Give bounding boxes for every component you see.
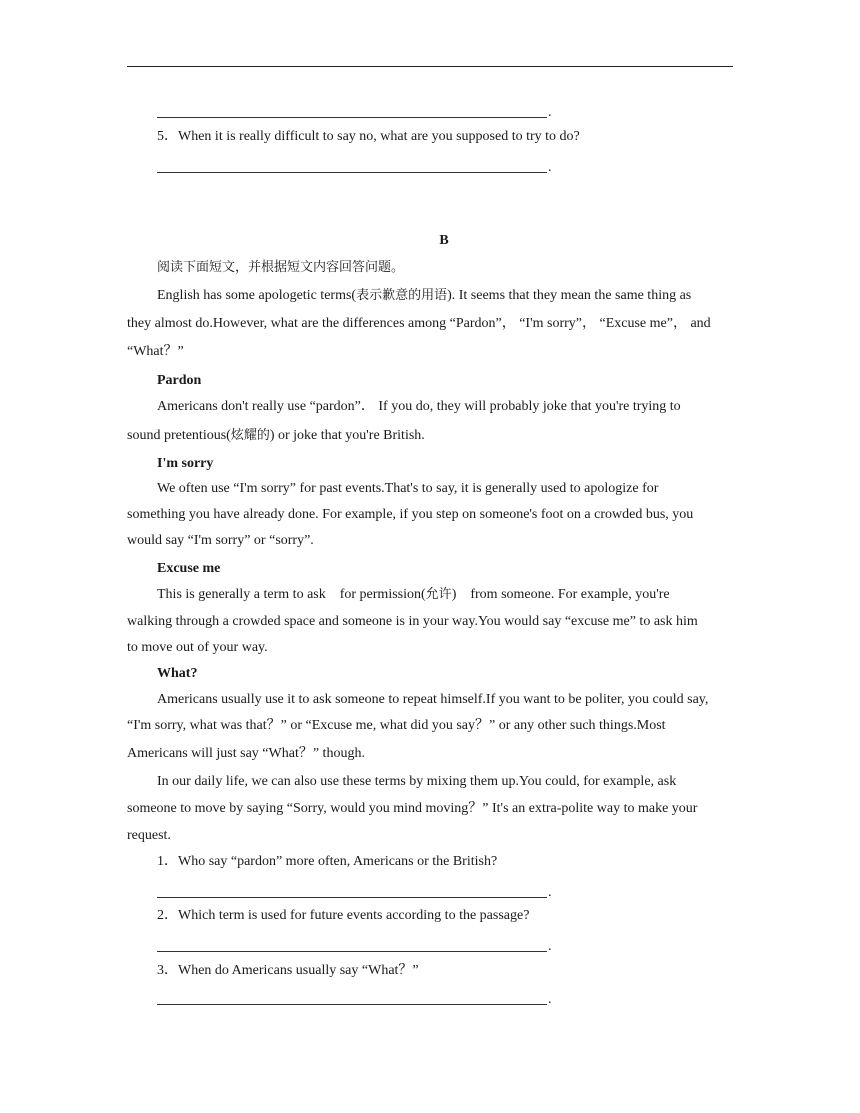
subheading-what: What? — [157, 666, 198, 681]
answer-dot: . — [548, 939, 552, 954]
question-b1: 1．Who say “pardon” more often, Americans or the British? — [157, 854, 498, 869]
section-heading: B — [439, 233, 449, 248]
answer-dot: . — [548, 160, 552, 175]
question-5: 5．When it is really difficult to say no, what are you supposed to try to do? — [157, 129, 580, 144]
mixing-line-1: In our daily life, we can also use these terms by mixing them up.You could, for example, ask — [157, 774, 677, 789]
mixing-line-3: request. — [127, 828, 171, 843]
what-line-2: “I'm sorry, what was that？” or “Excuse me, what did you say？” or any other such things.Most — [127, 718, 666, 733]
question-b3: 3．When do Americans usually say “What？” — [157, 963, 419, 978]
sorry-line-1: We often use “I'm sorry” for past events.That's to say, it is generally used to apologize for — [157, 481, 659, 496]
sorry-line-2: something you have already done. For example, if you step on someone's foot on a crowded bus, you — [127, 507, 694, 522]
subheading-excuse: Excuse me — [157, 561, 221, 576]
mixing-line-2: someone to move by saying “Sorry, would you mind moving？” It's an extra-polite way to make your — [127, 801, 698, 816]
intro-line-3: “What？” — [127, 344, 184, 359]
top-rule — [127, 66, 733, 67]
answer-blank-b1[interactable] — [157, 897, 547, 898]
excuse-line-2: walking through a crowded space and someone is in your way.You would say “excuse me” to ask him — [127, 614, 698, 629]
subheading-pardon: Pardon — [157, 373, 202, 388]
answer-dot: . — [548, 885, 552, 900]
answer-dot: . — [548, 105, 552, 120]
pardon-line-2: sound pretentious(炫耀的) or joke that you're British. — [127, 428, 425, 443]
instruction: 阅读下面短文，并根据短文内容回答问题。 — [157, 260, 405, 275]
subheading-sorry: I'm sorry — [157, 456, 214, 471]
excuse-line-3: to move out of your way. — [127, 640, 268, 655]
question-b2: 2．Which term is used for future events according to the passage? — [157, 908, 530, 923]
answer-blank-a5[interactable] — [157, 172, 547, 173]
answer-blank-b2[interactable] — [157, 951, 547, 952]
excuse-line-1: This is generally a term to ask for permission(允许) from someone. For example, you're — [157, 587, 670, 602]
answer-dot: . — [548, 992, 552, 1007]
what-line-1: Americans usually use it to ask someone to repeat himself.If you want to be politer, you could say, — [157, 692, 709, 707]
answer-blank-b3[interactable] — [157, 1004, 547, 1005]
intro-line-1: English has some apologetic terms(表示歉意的用语). It seems that they mean the same thing as — [157, 288, 692, 303]
pardon-line-1: Americans don't really use “pardon”． If you do, they will probably joke that you're trying to — [157, 399, 681, 414]
intro-line-2: they almost do.However, what are the differences among “Pardon”， “I'm sorry”， “Excuse me”， and — [127, 316, 711, 331]
sorry-line-3: would say “I'm sorry” or “sorry”. — [127, 533, 314, 548]
answer-blank-a4[interactable] — [157, 117, 547, 118]
what-line-3: Americans will just say “What？” though. — [127, 746, 365, 761]
